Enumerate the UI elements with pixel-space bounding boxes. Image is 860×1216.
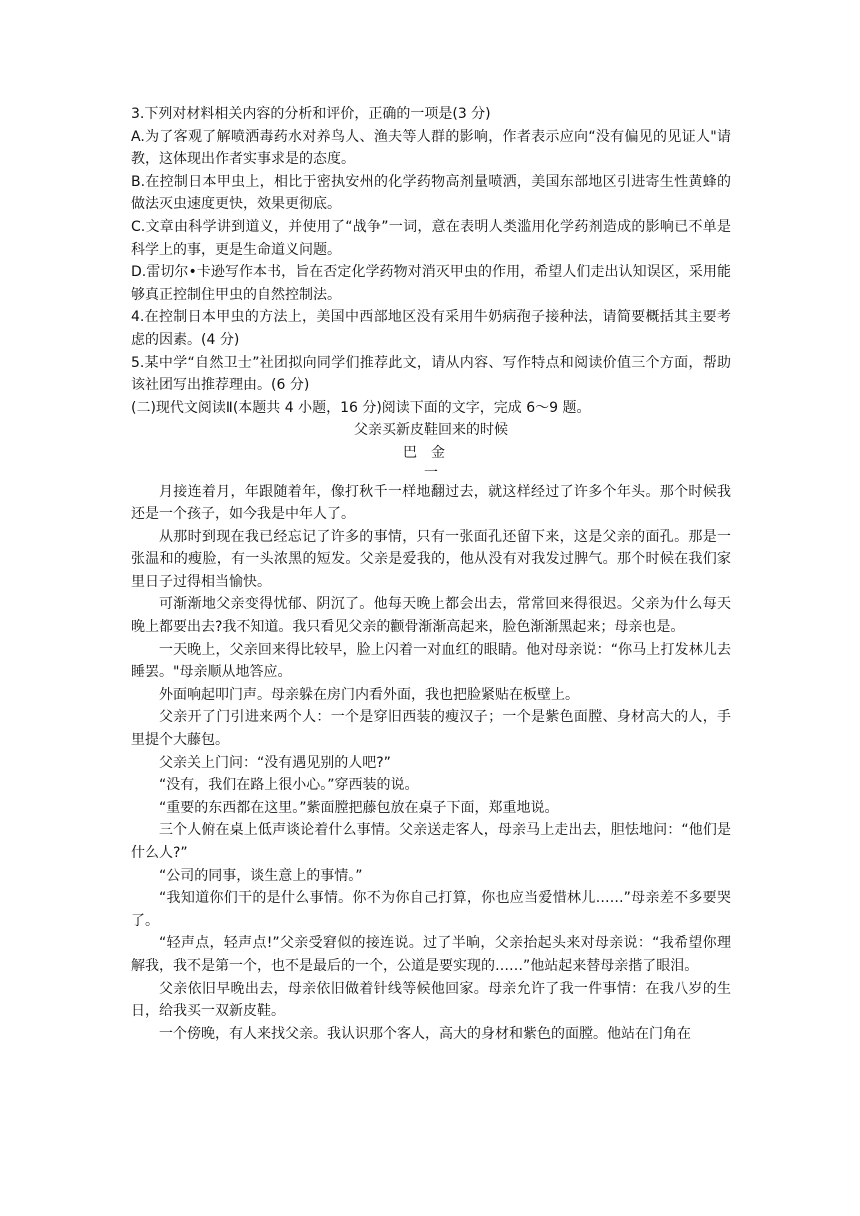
option-b: B.在控制日本甲虫上，相比于密执安州的化学药物高剂量喷洒，美国东部地区引进寄生性黄蜂的做法灭虫速度更快，效果更彻底。 (131, 173, 731, 213)
section-heading: (二)现代文阅读Ⅱ(本题共 4 小题，16 分)阅读下面的文字，完成 6～9 题。 (131, 399, 591, 416)
story-paragraph: 一天晚上，父亲回来得比较早，脸上闪着一对血红的眼睛。他对母亲说：“你马上打发林儿去睡罢。"母亲顺从地答应。 (131, 641, 731, 681)
story-paragraph: “重要的东西都在这里。”紫面膛把藤包放在桌子下面，郑重地说。 (159, 799, 559, 816)
story-author: 巴金 (403, 444, 459, 461)
question-4: 4.在控制日本甲虫的方法上，美国中西部地区没有采用牛奶病孢子接种法，请简要概括其主要考虑的因素。(4 分) (131, 309, 731, 348)
story-section-number: 一 (424, 464, 438, 481)
story-paragraph: 父亲依旧早晚出去，母亲依旧做着针线等候他回家。母亲允许了我一件事情：在我八岁的生日，给我买一双新皮鞋。 (131, 980, 731, 1020)
question-5: 5.某中学“自然卫士”社团拟向同学们推荐此文，请从内容、写作特点和阅读价值三个方面，帮助该社团写出推荐理由。(6 分) (131, 354, 731, 394)
story-paragraph: 月接连着月，年跟随着年，像打秋千一样地翻过去，就这样经过了许多个年头。那个时候我还是一个孩子，如今我是中年人了。 (131, 483, 731, 523)
story-paragraph: 父亲开了门引进来两个人：一个是穿旧西装的瘦汉子；一个是紫色面膛、身材高大的人，手里提个大藤包。 (131, 709, 731, 749)
story-paragraph: 外面响起叩门声。母亲躲在房门内看外面，我也把脸紧贴在板壁上。 (159, 686, 579, 703)
story-paragraph: “轻声点，轻声点!”父亲受窘似的接连说。过了半晌，父亲抬起头来对母亲说：“我希望你理解我，我不是第一个，也不是最后的一个，公道是要实现的……”他站起来替母亲揩了眼泪。 (131, 935, 731, 974)
option-a: A.为了客观了解喷洒毒药水对养鸟人、渔夫等人群的影响，作者表示应向“没有偏见的见证人"请教，这体现出作者实事求是的态度。 (131, 128, 731, 168)
story-paragraph: 可渐渐地父亲变得忧郁、阴沉了。他每天晚上都会出去，常常回来得很迟。父亲为什么每天晚上都要出去?我不知道。我只看见父亲的颧骨渐渐高起来，脸色渐渐黑起来；母亲也是。 (131, 596, 731, 636)
story-paragraph: 从那时到现在我已经忘记了许多的事情，只有一张面孔还留下来，这是父亲的面孔。那是一张温和的瘦脸，有一头浓黑的短发。父亲是爱我的，他从没有对我发过脾气。那个时候在我们家里日子过得相当愉快。 (131, 528, 731, 590)
story-paragraph: “我知道你们干的是什么事情。你不为你自己打算，你也应当爱惜林儿……”母亲差不多要哭了。 (131, 890, 731, 929)
story-paragraph: 一个傍晚，有人来找父亲。我认识那个客人，高大的身材和紫色的面膛。他站在门角在 (159, 1025, 691, 1042)
story-title: 父亲买新皮鞋回来的时候 (354, 422, 508, 439)
question-3-stem: 3.下列对材料相关内容的分析和评价，正确的一项是(3 分) (131, 106, 491, 122)
exam-page (131, 103, 731, 1045)
story-paragraph: 三个人俯在桌上低声谈论着什么事情。父亲送走客人，母亲马上走出去，胆怯地问：“他们是什么人?” (131, 822, 731, 861)
story-paragraph: “公司的同事，谈生意上的事情。” (159, 867, 363, 884)
option-d: D.雷切尔•卡逊写作本书，旨在否定化学药物对消灭甲虫的作用，希望人们走出认知误区，采用能够真正控制住甲虫的自然控制法。 (131, 264, 731, 303)
story-paragraph: 父亲关上门问：“没有遇见别的人吧?” (159, 754, 391, 771)
story-paragraph: “没有，我们在路上很小心。”穿西装的说。 (159, 777, 419, 794)
option-c: C.文章由科学讲到道义，并使用了“战争”一词，意在表明人类滥用化学药剂造成的影响已不单是科学上的事，更是生命道义问题。 (131, 218, 731, 258)
